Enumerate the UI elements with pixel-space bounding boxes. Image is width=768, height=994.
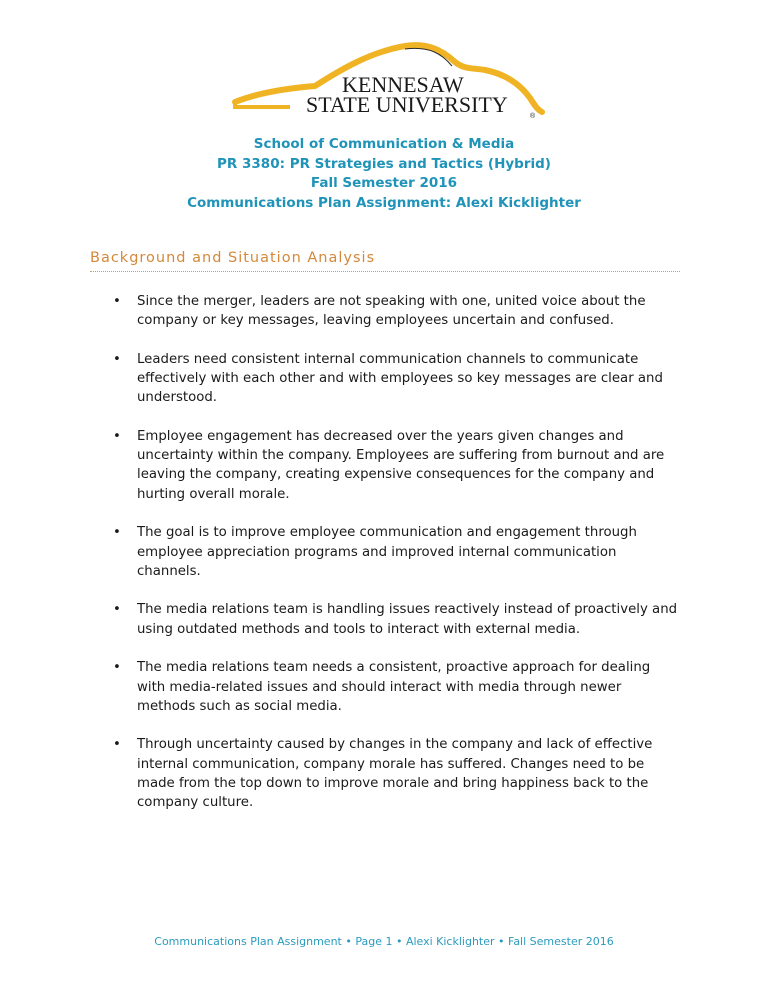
bullet-icon: • bbox=[113, 525, 121, 541]
university-logo bbox=[230, 40, 550, 122]
bullet-icon: • bbox=[113, 351, 121, 367]
list-item: • Since the merger, leaders are not speaking with one, united voice about the company or key messages, leaving employees uncertain and confused. bbox=[113, 294, 646, 329]
list-item: • Leaders need consistent internal communication channels to communicate effectively with each other and with employees so key messages are clear and understood. bbox=[113, 351, 663, 406]
svg-text:STATE UNIVERSITY: STATE UNIVERSITY bbox=[306, 92, 508, 117]
header-semester: Fall Semester 2016 bbox=[310, 175, 458, 191]
list-item: • Through uncertainty caused by changes in the company and lack of effective internal communication, company morale has suffered. Changes need to be made from the top down to improve morale and bring happiness back to the company culture. bbox=[113, 737, 653, 811]
svg-text:®: ® bbox=[530, 113, 536, 120]
header-assignment: Communications Plan Assignment: Alexi Kicklighter bbox=[187, 194, 581, 211]
bullet-list bbox=[90, 292, 680, 832]
header-school: School of Communication & Media bbox=[253, 136, 515, 152]
dotted-divider bbox=[90, 271, 680, 272]
list-item: • The media relations team is handling issues reactively instead of proactively and using outdated methods and tools to interact with external media. bbox=[113, 602, 678, 637]
list-item: • Employee engagement has decreased over the years given changes and uncertainty within the company. Employees are suffering from burnout and are leaving the company, creating expensive consequences for the company and hurting overall morale. bbox=[113, 429, 665, 502]
list-item: • The goal is to improve employee communication and engagement through employee appreciation programs and improved internal communication channels. bbox=[113, 525, 637, 579]
bullet-icon: • bbox=[113, 429, 121, 445]
bullet-icon: • bbox=[113, 737, 121, 753]
bullet-icon: • bbox=[113, 602, 121, 618]
page-footer: Communications Plan Assignment • Page 1 • Alexi Kicklighter • Fall Semester 2016 bbox=[154, 935, 614, 948]
header-course: PR 3380: PR Strategies and Tactics (Hybrid) bbox=[217, 155, 551, 172]
svg-text:KENNESAW: KENNESAW bbox=[342, 72, 464, 97]
list-item: • The media relations team needs a consistent, proactive approach for dealing with media-related issues and should interact with media through newer methods such as social media. bbox=[113, 660, 651, 714]
section-heading: Background and Situation Analysis bbox=[90, 250, 376, 266]
document-header bbox=[0, 135, 768, 213]
bullet-icon: • bbox=[113, 660, 121, 676]
mountain-logo-icon bbox=[230, 40, 550, 122]
bullet-icon: • bbox=[113, 294, 121, 309]
